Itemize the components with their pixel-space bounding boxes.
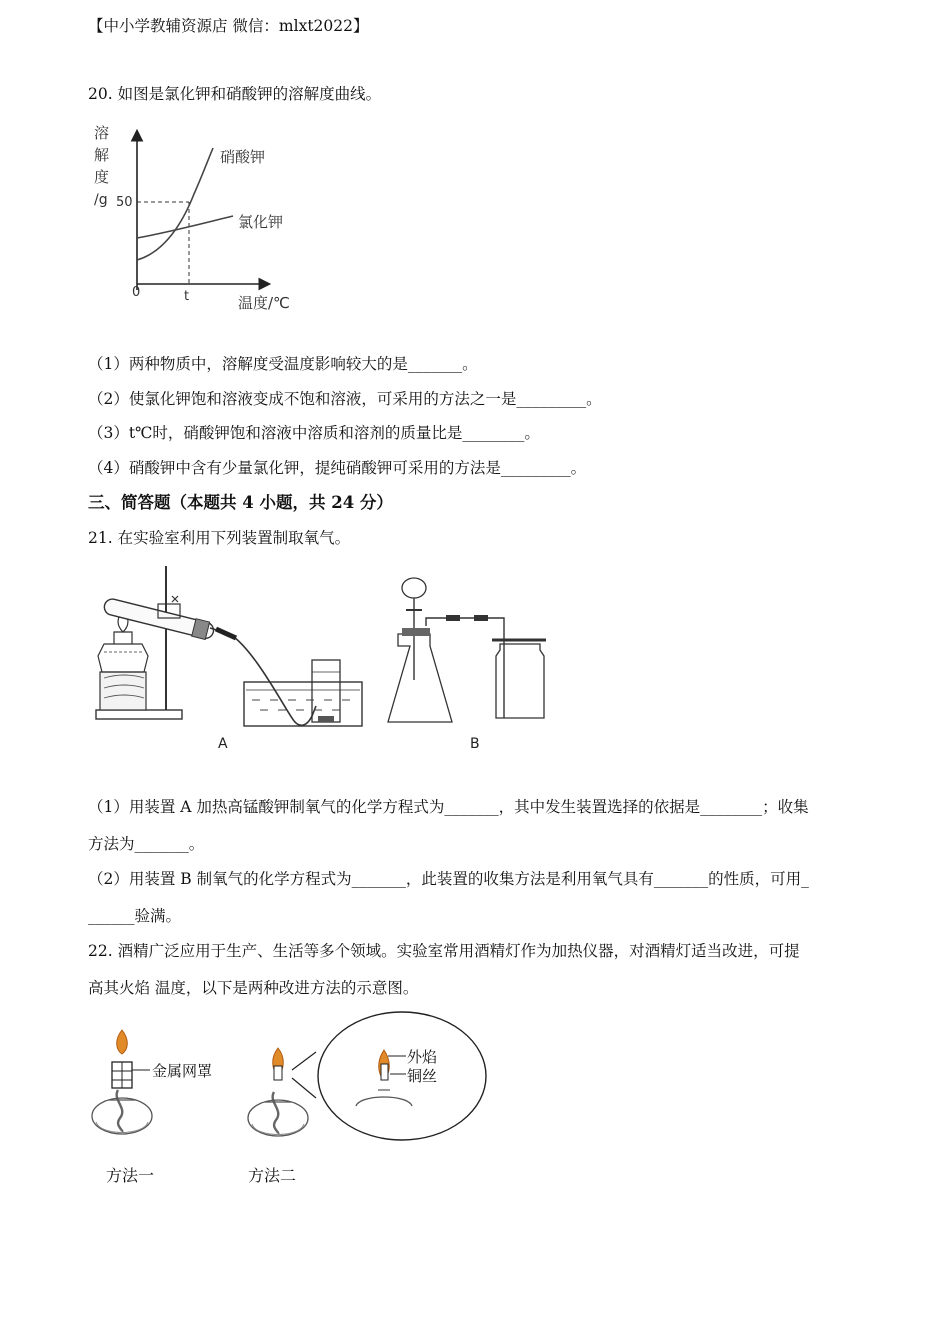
- lamp-methods-figure: [84, 1008, 504, 1190]
- kno3-curve: [137, 148, 213, 260]
- x-tick-t: t: [184, 289, 190, 304]
- lamp-body: [98, 644, 148, 672]
- q22-line1: 22. 酒精广泛应用于生产、生活等多个领域。实验室常用酒精灯作为加热仪器，对酒精灯适当改进，可提: [88, 942, 800, 960]
- y-axis-label-4: /g: [94, 192, 108, 208]
- q20-sub3: （3）t℃时，硝酸钾饱和溶液中溶质和溶剂的质量比是________。: [88, 424, 540, 442]
- copper-wire: [381, 1064, 388, 1080]
- q21-sub1-line1: （1）用装置 A 加热高锰酸钾制氧气的化学方程式为_______，其中发生装置选择的依据是________；收集: [88, 798, 809, 816]
- gas-tube: [426, 618, 504, 718]
- q21-sub2-line1: （2）用装置 B 制氧气的化学方程式为_______，此装置的收集方法是利用氧气具有_______的性质，可用_: [88, 870, 809, 888]
- y-axis-label-1: 溶: [94, 124, 110, 142]
- q21-sub2-line2: ______验满。: [88, 907, 182, 925]
- page-header: 【中小学教辅资源店 微信：mlxt2022】: [88, 17, 369, 35]
- label-b: B: [470, 736, 480, 752]
- solubility-chart: [80, 112, 320, 322]
- q20-sub1: （1）两种物质中，溶解度受温度影响较大的是_______。: [88, 355, 478, 373]
- q21-sub1-line2: 方法为_______。: [88, 835, 205, 853]
- kcl-curve: [137, 216, 233, 238]
- kcl-label: 氯化钾: [238, 213, 284, 231]
- section-heading: 三、简答题（本题共 4 小题，共 24 分）: [88, 493, 393, 512]
- q20-title: 20. 如图是氯化钾和硝酸钾的溶解度曲线。: [88, 85, 382, 103]
- method2-label: 方法二: [248, 1166, 297, 1185]
- x-origin: 0: [132, 285, 141, 300]
- q22-line2: 高其火焰 温度，以下是两种改进方法的示意图。: [88, 979, 419, 997]
- label-mesh: 金属网罩: [152, 1062, 213, 1080]
- label-a: A: [218, 736, 228, 752]
- q20-sub4: （4）硝酸钾中含有少量氯化钾，提纯硝酸钾可采用的方法是_________。: [88, 459, 587, 477]
- y-axis-label-3: 度: [94, 168, 110, 186]
- apparatus-figure: [84, 560, 564, 760]
- conical-flask: [388, 634, 452, 722]
- wood-block: [100, 672, 146, 710]
- q21-title: 21. 在实验室利用下列装置制取氧气。: [88, 529, 351, 547]
- q20-sub2: （2）使氯化钾饱和溶液变成不饱和溶液，可采用的方法之一是_________。: [88, 390, 602, 408]
- delivery-tube: [210, 628, 316, 725]
- method1-label: 方法一: [106, 1166, 155, 1185]
- water-trough: [244, 682, 362, 726]
- label-outer-flame: 外焰: [407, 1048, 438, 1066]
- zoom-callout: [318, 1012, 486, 1140]
- y-axis-label-2: 解: [94, 146, 110, 164]
- y-tick-50: 50: [116, 195, 133, 210]
- collection-bottle: [312, 660, 340, 722]
- gas-jar: [496, 644, 544, 718]
- separatory-funnel: [402, 578, 426, 598]
- flame-method1: [117, 1030, 128, 1054]
- stand-base: [96, 710, 182, 719]
- kno3-label: 硝酸钾: [220, 148, 266, 166]
- label-copper-wire: 铜丝: [407, 1067, 438, 1085]
- x-axis-label: 温度/℃: [238, 294, 290, 312]
